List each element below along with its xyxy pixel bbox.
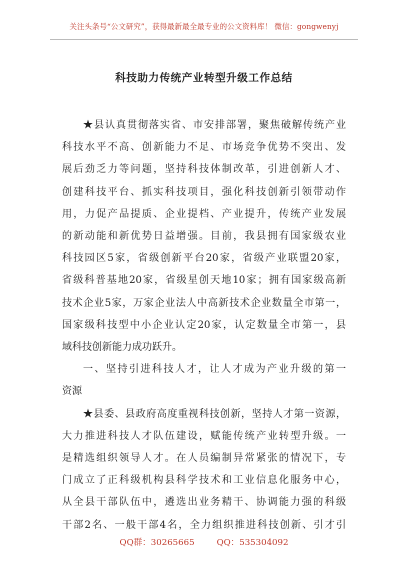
body-line: 门成立了正科级机构县科学技术和工业信息化服务中心，	[62, 475, 346, 487]
page-footer	[0, 536, 408, 548]
body-line: 展后劲乏力等问题，坚持科技体制改革，引进创新人才、	[62, 164, 346, 176]
body-line: 省级科普基地20家，省级星创天地10家；拥有国家级高新	[62, 275, 346, 287]
qq-number: QQ：535304092	[216, 538, 289, 548]
body-line: ★县认真贯彻落实省、市安排部署，聚焦破解传统产业	[83, 120, 346, 131]
page-header: 关注头条号“公文研究”，获得最新最全最专业的公文资料库！ 微信：gongwenyj	[69, 22, 339, 31]
body-line: 域科技创新能力成功跃升。	[62, 342, 182, 354]
section-heading-cont: 资源	[62, 386, 82, 398]
body-line: 国家级科技型中小企业认定20家，认定数量全市第一，县	[62, 319, 346, 331]
body-line: 干部2名、一般干部4名，全力组织推进科技创新、引才引	[62, 519, 346, 531]
body-line: 科技水平不高、创新能力不足、市场竞争优势不突出、发	[62, 142, 346, 154]
header-divider	[50, 39, 358, 40]
section-heading: 一、坚持引进科技人才，让人才成为产业升级的第一	[83, 364, 346, 376]
document-body	[62, 115, 346, 537]
body-line: 技术企业5家，万家企业法人中高新技术企业数量全市第一，	[62, 297, 346, 309]
body-line: 科技园区5家，省级创新平台20家，省级产业联盟20家，	[62, 253, 346, 265]
body-line: 大力推进科技人才队伍建设，赋能传统产业转型升级。一	[62, 430, 346, 442]
body-line: 是精选组织领导人才。在人员编制异常紧张的情况下，专	[62, 453, 346, 465]
body-line: ★县委、县政府高度重视科技创新，坚持人才第一资源，	[83, 408, 346, 420]
body-line: 创建科技平台、抓实科技项目，强化科技创新引领带动作	[62, 186, 346, 198]
document-title: 科技助力传统产业转型升级工作总结	[115, 72, 293, 84]
body-line: 用，力促产品提质、企业提档、产业提升，传统产业发展	[62, 208, 346, 220]
qq-group-number: QQ群：30265665	[119, 538, 195, 548]
body-line: 从全县干部队伍中，遴选出业务精干、协调能力强的科级	[62, 497, 346, 509]
body-line: 的新动能和新优势日益增强。目前，我县拥有国家级农业	[62, 231, 346, 243]
